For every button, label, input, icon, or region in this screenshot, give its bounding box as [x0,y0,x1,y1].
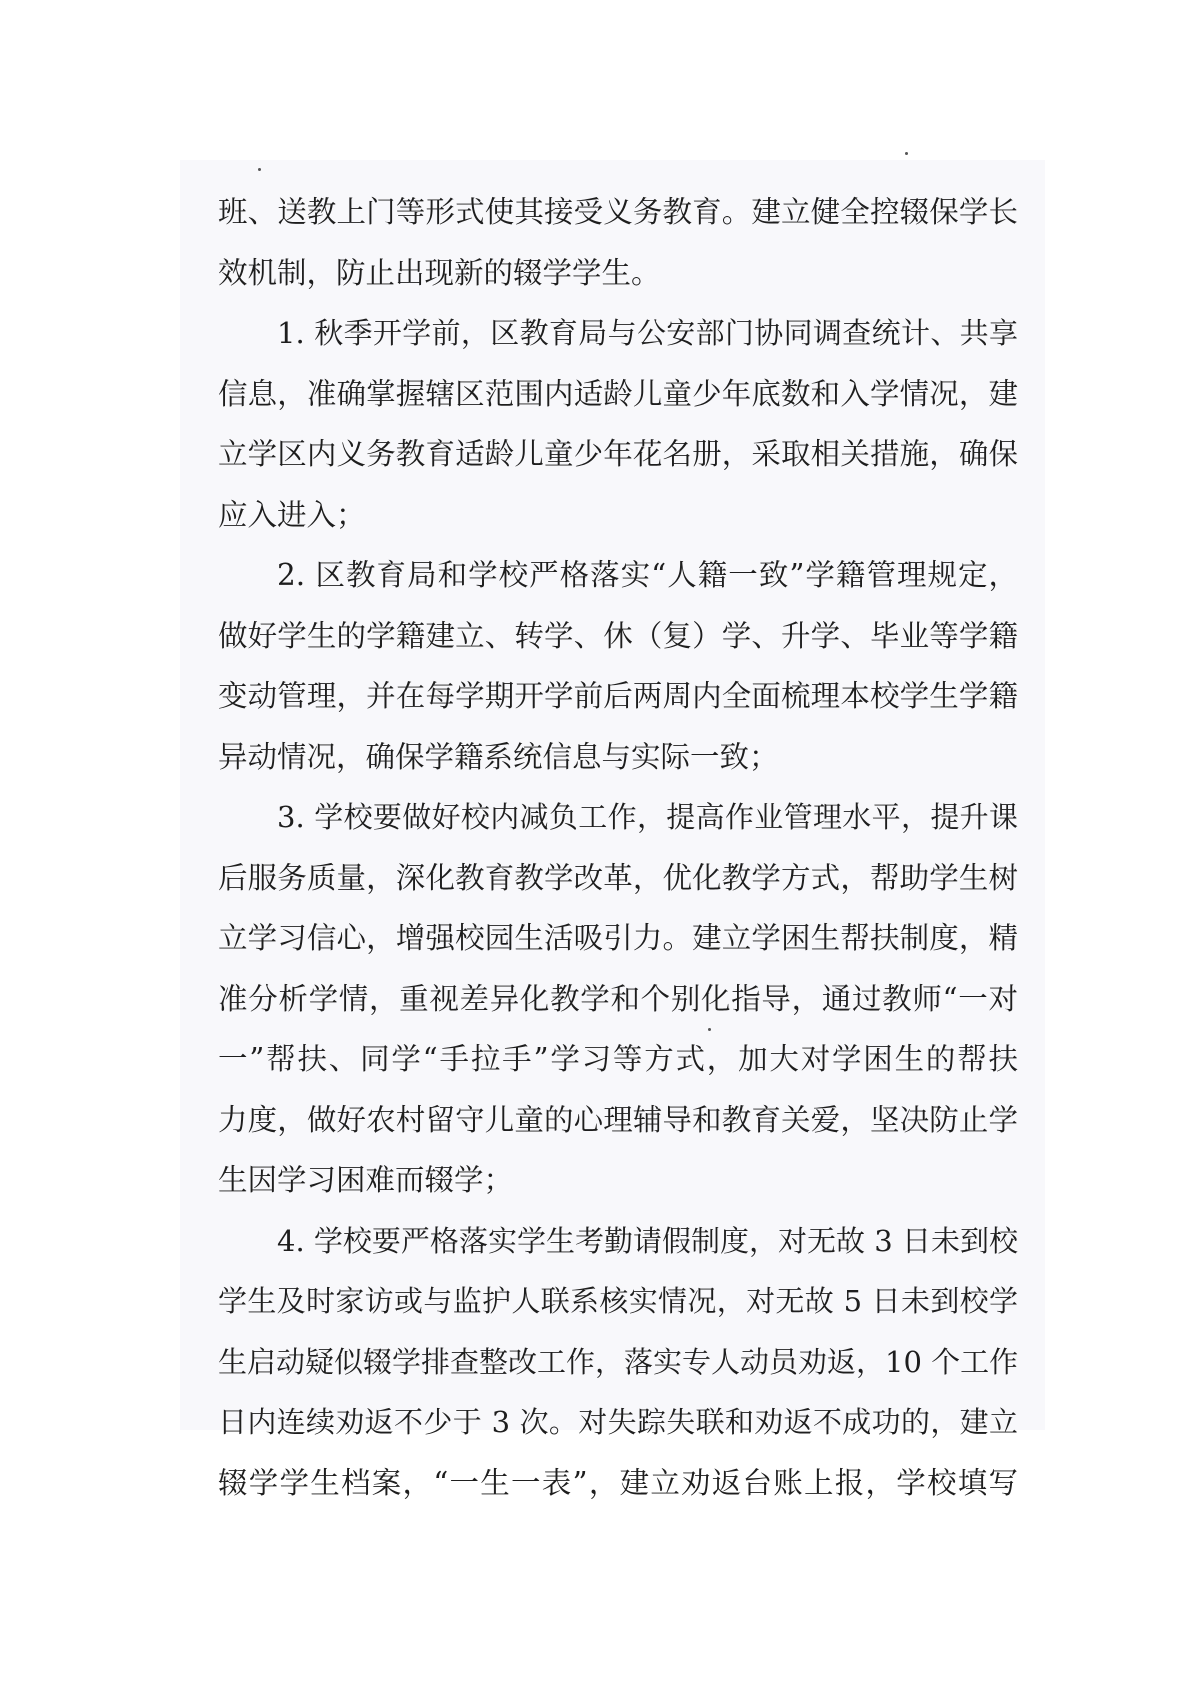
text-line: 一”帮扶、同学“手拉手”学习等方式，加大对学困生的帮扶 [218,1042,1018,1076]
text-line: 1. 秋季开学前，区教育局与公安部门协同调查统计、共享 [277,316,1018,350]
text-line: 日内连续劝返不少于 3 次。对失踪失联和劝返不成功的，建立 [218,1405,1018,1439]
text-line: 准分析学情，重视差异化教学和个别化指导，通过教师“一对 [218,981,1018,1016]
scan-speck [258,168,261,171]
text-line: 立学习信心，增强校园生活吸引力。建立学困生帮扶制度，精 [218,921,1018,955]
text-line: 辍学学生档案，“一生一表”，建立劝返台账上报，学校填写 [218,1465,1018,1500]
text-line: 立学区内义务教育适龄儿童少年花名册，采取相关措施，确保 [218,437,1018,471]
text-line: 变动管理，并在每学期开学前后两周内全面梳理本校学生学籍 [218,679,1018,713]
text-line: 后服务质量，深化教育教学改革，优化教学方式，帮助学生树 [218,860,1018,895]
scan-speck [905,152,908,155]
text-line: 生启动疑似辍学排查整改工作，落实专人动员劝返，10 个工作 [218,1344,1018,1379]
text-line: 2. 区教育局和学校严格落实“人籍一致”学籍管理规定， [277,558,1018,592]
text-line: 力度，做好农村留守儿童的心理辅导和教育关爱，坚决防止学 [218,1102,1018,1137]
text-line: 生因学习困难而辍学； [218,1163,514,1197]
text-line: 信息，准确掌握辖区范围内适龄儿童少年底数和入学情况，建 [218,376,1018,411]
document-body [218,182,1018,1513]
text-line: 做好学生的学籍建立、转学、休（复）学、升学、毕业等学籍 [218,618,1018,653]
text-line: 3. 学校要做好校内减负工作，提高作业管理水平，提升课 [277,800,1018,834]
text-line: 应入进入； [218,497,366,532]
text-line: 班、送教上门等形式使其接受义务教育。建立健全控辍保学长 [218,195,1018,229]
text-line: 异动情况，确保学籍系统信息与实际一致； [218,739,779,774]
text-line: 学生及时家访或与监护人联系核实情况，对无故 5 日未到校学 [218,1284,1018,1318]
text-line: 4. 学校要严格落实学生考勤请假制度，对无故 3 日未到校 [277,1223,1018,1258]
text-line: 效机制，防止出现新的辍学学生。 [218,255,661,290]
